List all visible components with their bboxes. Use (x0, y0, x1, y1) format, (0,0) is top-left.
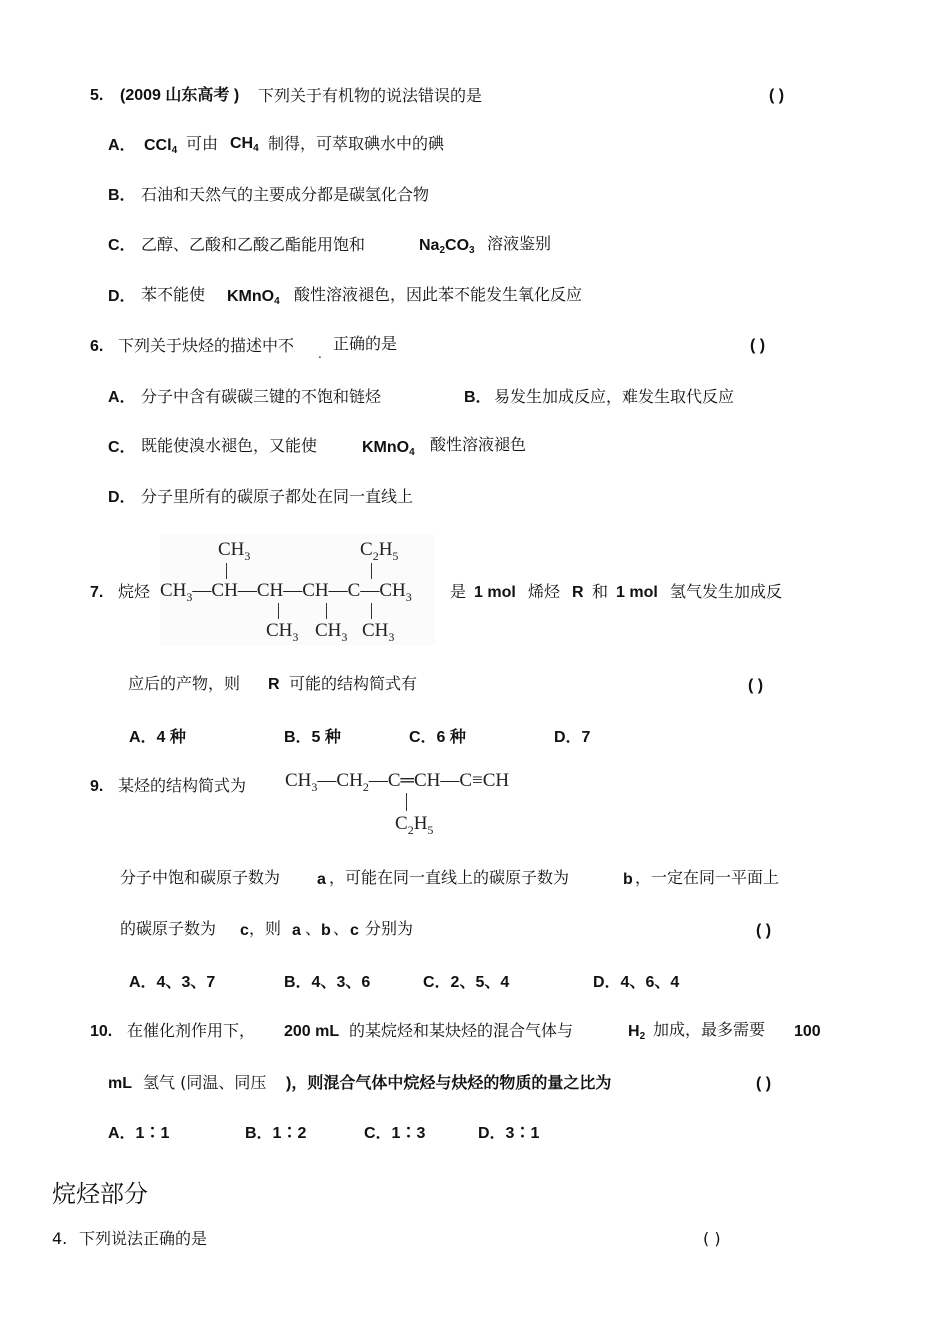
q10-text: 氢气 (同温、同压 (143, 1073, 267, 1092)
methyl-bottom-3: $CH_3$ (362, 620, 395, 644)
methyl-top-1: $CH_3$ (218, 539, 251, 563)
q7-option-a: A．4 种 (129, 729, 186, 746)
q10-text: 200 mL (284, 1023, 340, 1040)
option-label: B． (108, 187, 136, 204)
q10-answer-paren: ( ) (756, 1075, 772, 1092)
option-text: 酸性溶液褪色 (430, 435, 527, 454)
ethyl-top: $C_2H_5$ (360, 539, 399, 563)
q7-text: 可能的结构简式有 (289, 674, 418, 693)
q9-text: 的碳原子数为 (120, 919, 217, 938)
q10-number: 10. (90, 1023, 113, 1040)
option-text: 乙醇、乙酸和乙酸乙酯能用饱和 (141, 235, 366, 254)
option-text: 分子中含有碳碳三键的不饱和链烃 (141, 387, 382, 406)
q6-answer-paren: ( ) (750, 337, 766, 354)
option-label: A． (108, 389, 136, 406)
chem-h2: $H_2$ (628, 1023, 646, 1042)
q5-answer-paren: ( ) (769, 87, 785, 104)
q5-number: 5. (90, 87, 104, 104)
q10-text: )，则混合气体中烷烃与炔烃的物质的量之比为 (286, 1075, 612, 1092)
option-text: 溶液鉴别 (487, 234, 552, 253)
q10-option-d: D．3∶1 (478, 1125, 540, 1142)
chem-kmno4: KMnO$_4$ (362, 439, 415, 458)
q6-stem-text: 正确的是 (333, 334, 398, 353)
chem-ccl4: CCl$_4$ (144, 137, 178, 156)
ethyl-substituent: $C_2H_5$ (395, 813, 434, 837)
q9-option-b: B．4、3、6 (284, 974, 371, 991)
bond-line (226, 563, 227, 579)
q9-option-c: C．2、5、4 (423, 974, 510, 991)
option-text: 分子里所有的碳原子都处在同一直线上 (141, 487, 414, 506)
q9-number: 9. (90, 778, 104, 795)
section-heading: 烷烃部分 (52, 1180, 148, 1208)
q4-answer-paren: ( ) (703, 1229, 721, 1248)
q7-option-d: D．7 (554, 729, 591, 746)
q7-text: 1 mol (474, 584, 516, 601)
chem-na2co3: $Na_2CO_3$ (419, 237, 475, 256)
option-label: B． (464, 389, 492, 406)
methyl-bottom-2: $CH_3$ (315, 620, 348, 644)
q7-text: R (572, 584, 584, 601)
q7-option-c: C．6 种 (409, 729, 466, 746)
q9-option-d: D．4、6、4 (593, 974, 680, 991)
main-chain: $CH_3—CH—CH—CH—C—CH_3$ (160, 580, 412, 604)
q10-option-c: C．1∶3 (364, 1125, 426, 1142)
q9-text: 分别为 (365, 919, 414, 938)
q7-text: R (268, 676, 280, 693)
q9-text: ，可能在同一直线上的碳原子数为 (329, 868, 570, 887)
q9-text: c (240, 922, 249, 939)
alkane-structural-formula (160, 535, 435, 645)
chem-kmno4: KMnO$_4$ (227, 288, 280, 307)
q7-option-b: B．5 种 (284, 729, 341, 746)
q10-text: mL (108, 1075, 132, 1092)
q10-text: 的某烷烃和某炔烃的混合气体与 (349, 1021, 574, 1040)
q7-answer-paren: ( ) (748, 677, 764, 694)
option-text: 石油和天然气的主要成分都是碳氢化合物 (141, 185, 430, 204)
q6-number: 6. (90, 338, 104, 355)
option-label: C． (108, 439, 136, 456)
q9-text: c (350, 922, 359, 939)
q7-lead: 烷烃 (118, 582, 151, 601)
q9-text: ，则 (249, 919, 282, 938)
q9-option-a: A．4、3、7 (129, 974, 216, 991)
q9-text: b (321, 922, 331, 939)
q7-text: 烯烃 (528, 582, 561, 601)
q10-option-a: A．1∶1 (108, 1125, 170, 1142)
q7-text: 1 mol (616, 584, 658, 601)
bond-line (406, 793, 407, 811)
option-text: 易发生加成反应，难发生取代反应 (494, 387, 735, 406)
chem-ch4: $CH_4$ (230, 135, 259, 154)
q9-text: b (623, 871, 633, 888)
q9-text: 、 (333, 919, 350, 938)
option-text: 制得，可萃取碘水中的碘 (268, 134, 445, 153)
q4-number: 4. (52, 1229, 68, 1248)
option-label: D． (108, 288, 136, 305)
q9-text: a (292, 922, 301, 939)
option-text: 可由 (186, 134, 219, 153)
option-label: A． (108, 137, 136, 154)
q10-text: 加成，最多需要 (653, 1020, 766, 1039)
q10-text: 在催化剂作用下， (127, 1021, 256, 1040)
q4-stem-text: 下列说法正确的是 (79, 1229, 208, 1248)
q5-source: (2009 山东高考 ) (120, 87, 240, 104)
q7-text: 是 (450, 582, 467, 601)
q10-option-b: B．1∶2 (245, 1125, 307, 1142)
option-label: C． (108, 237, 136, 254)
bond-line (371, 563, 372, 579)
q7-text: 氢气发生加成反 (670, 582, 783, 601)
formula-main-chain: $CH_3—CH_2—C═CH—C\equiv CH$ (285, 770, 510, 794)
q7-number: 7. (90, 584, 104, 601)
q9-answer-paren: ( ) (756, 922, 772, 939)
bond-line (278, 603, 279, 619)
q9-text: ，一定在同一平面上 (635, 868, 780, 887)
bond-line (371, 603, 372, 619)
alkyne-structural-formula (285, 768, 545, 838)
option-text: 苯不能使 (141, 285, 206, 304)
q10-text: 100 (794, 1023, 821, 1040)
emphasis-dot: . (318, 347, 322, 361)
option-text: 既能使溴水褪色，又能使 (141, 436, 318, 455)
q9-lead: 某烃的结构简式为 (118, 776, 247, 795)
q7-text: 和 (592, 582, 609, 601)
bond-line (326, 603, 327, 619)
q9-text: 、 (305, 919, 322, 938)
q7-text: 应后的产物，则 (128, 674, 241, 693)
q5-stem-text: 下列关于有机物的说法错误的是 (258, 86, 483, 105)
q6-stem-text: 下列关于炔烃的描述中不 (118, 336, 295, 355)
option-text: 酸性溶液褪色，因此苯不能发生氧化反应 (294, 285, 583, 304)
option-label: D． (108, 489, 136, 506)
methyl-bottom-1: $CH_3$ (266, 620, 299, 644)
q9-text: a (317, 871, 326, 888)
q9-text: 分子中饱和碳原子数为 (120, 868, 281, 887)
